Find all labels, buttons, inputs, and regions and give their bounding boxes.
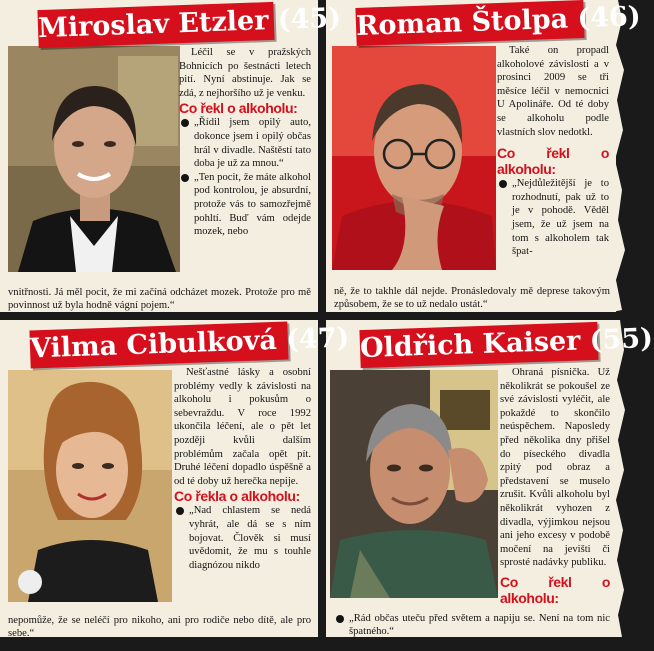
quote-text: „Nad chlastem se nedá vyhrát, ale dá se s ním bojovat. Člověk si musí uvědomit, že mu s touhle diagnózou nikdo [189, 505, 311, 571]
article-panel-etzler [0, 0, 342, 312]
bullet-icon [181, 119, 189, 127]
quote-text: nepomůže, že se neléčí pro nikoho, ani pro rodiče nebo dítě, ale pro sebe.“ [8, 614, 311, 640]
article-panel-stolpa [326, 0, 642, 312]
quote-continuation-stolpa [334, 274, 610, 322]
bio-text: Nešťastné lásky a osobní problémy vedly k závislosti na alkoholu i pokusům o sebevraždu. V roce 1992 ukončila léčení, ale o pět let později kvůli dalším problémům začala opět pít. Druhé léčení dopadlo úspěšně a od té doby už herečka nepije. [174, 367, 311, 487]
article-panel-cibulkova [0, 320, 350, 640]
article-text-cibulkova [174, 366, 311, 572]
name-banner-kaiser [359, 322, 654, 368]
name-banner-stolpa [355, 0, 642, 46]
quote-heading: Co řekl o alkoholu: [500, 573, 610, 606]
bio-text: Ohraná písnička. Už několikrát se pokoušel ze své závislosti vyléčit, ale pokaždé to skončilo neúspěchem. Naposledy před několika dny přišel do píseckého divadla zpitý pod obraz a představení se muselo zrušit. Kvůli alkoholu byl několikrát vyhozen z divadla, výjimkou nejsou ani jeho excesy v podobě močení na jevišti či sprosté nadávky publiku. [500, 367, 610, 569]
quote-item [174, 504, 311, 572]
torn-edge-decoration [612, 0, 640, 637]
quote-heading: Co řekl o alkoholu: [497, 145, 609, 178]
quote-heading: Co řekla o alkoholu: [174, 488, 300, 505]
article-text-etzler [179, 46, 311, 239]
name-text: Oldřich Kaiser (55) [359, 322, 654, 365]
portrait-photo-kaiser [330, 370, 498, 598]
bullet-icon [499, 180, 507, 188]
quote-item [179, 171, 311, 239]
quote-continuation-cibulkova [8, 603, 311, 651]
quote-item [179, 116, 311, 170]
bio-text: Také on propadl alkoholové závislosti a v prosinci 2009 se tři měsíce léčil v nemocnici U Apolináře. Od té doby se alkoholu podle vlastních slov nedotkl. [497, 45, 609, 138]
quote-heading: Co řekl o alkoholu: [179, 100, 298, 117]
quote-text: „Rád občas uteču před světem a napiju se. Není na tom nic špatného.“ [349, 612, 610, 638]
article-panel-kaiser [326, 320, 654, 638]
quote-text: vnitřnosti. Já měl pocit, že mi začíná odcházet mozek. Protože pro mě povinnost už byla hodně vágní pojem.“ [8, 286, 311, 312]
name-text: Miroslav Etzler (45) [37, 2, 342, 45]
name-banner-etzler [37, 2, 342, 48]
name-text: Roman Štolpa (46) [355, 1, 642, 42]
name-text: Vilma Cibulková (47) [29, 322, 350, 365]
quote-text: „Ten pocit, že máte alkohol pod kontrolou, je absurdní, protože vás to samozřejmě pohltí. Buď vám odejde mozek, nebo [194, 171, 311, 238]
name-banner-cibulkova [29, 322, 350, 369]
portrait-photo-etzler [8, 46, 180, 272]
quote-text: „Nejdůležitější je to rozhodnutí, pak už to je v pohodě. Věděl jsem, že už jsem na tom s alkoholem tak špat- [512, 178, 609, 258]
bio-text: Léčil se v pražských Bohnicích po šestnácti letech pití. Nyní abstinuje. Jak se zdá, z nejhoršího už je venku. [179, 47, 311, 99]
quote-item [497, 177, 609, 259]
bullet-icon [181, 174, 189, 182]
bullet-icon [336, 615, 344, 623]
portrait-photo-cibulkova [8, 370, 172, 602]
quote-item [334, 612, 610, 639]
portrait-photo-stolpa [332, 46, 496, 270]
quote-text: ně, že to takhle dál nejde. Pronásledovaly mě deprese takovým způsobem, že se to už nedalo ustát.“ [334, 285, 610, 311]
article-text-stolpa [497, 44, 609, 259]
bullet-icon [176, 507, 184, 515]
quote-text: „Řídil jsem opilý auto, dokonce jsem i opilý občas hrál v divadle. Naštěstí tato doba je už za mnou.“ [194, 117, 311, 170]
quote-row-kaiser [334, 601, 610, 649]
article-text-kaiser [500, 366, 610, 606]
quote-continuation-etzler [8, 275, 311, 323]
